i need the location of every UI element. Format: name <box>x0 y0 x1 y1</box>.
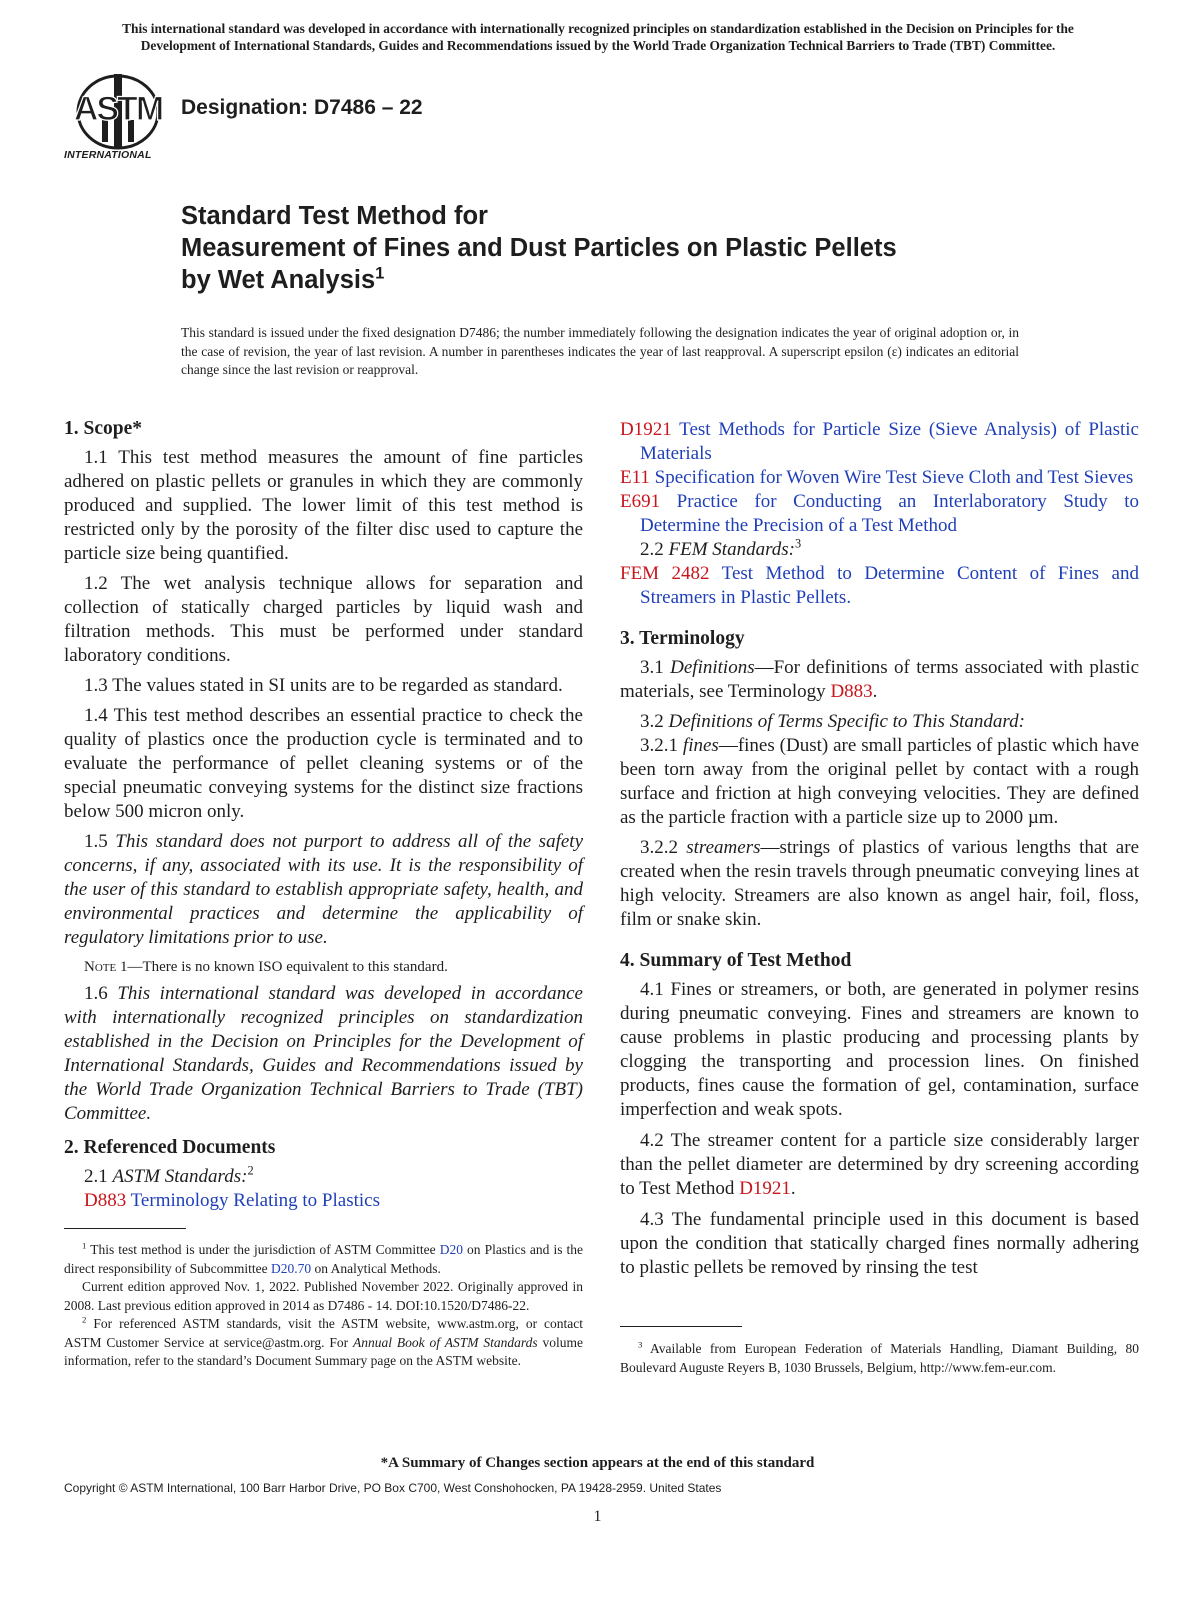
footnote-divider-right <box>620 1326 742 1327</box>
title-line3-text: by Wet Analysis <box>181 266 376 294</box>
summary-heading: 4. Summary of Test Method <box>620 950 852 971</box>
summary-of-changes-note: *A Summary of Changes section appears at the end of this standard <box>380 1455 815 1471</box>
scope-heading: 1. Scope* <box>64 418 142 439</box>
paragraph-2-1-label: ASTM Standards: <box>112 1166 248 1187</box>
title-line2: Measurement of Fines and Dust Particles on Plastic Pellets <box>181 234 897 262</box>
footnote-1-d20-link[interactable]: D20 <box>439 1242 463 1257</box>
paragraph-1-1: 1.1 This test method measures the amount of fine particles adhered on plastic pellets or granules in which they are commonly produced and supplied. The lower limit of this test method is restricted only by the porosity of the filter disc used to capture the particle size being quantified. <box>64 447 583 564</box>
paragraph-4-2-end: . <box>790 1178 796 1199</box>
reference-e11-code[interactable]: E11 <box>620 467 650 488</box>
paragraph-3-2-1-term: fines <box>682 735 719 756</box>
copyright-line: Copyright © ASTM International, 100 Barr Harbor Drive, PO Box C700, West Conshohocken, PA 19428-2959. United States <box>64 1481 722 1495</box>
footnote-1-edition: Current edition approved Nov. 1, 2022. Published November 2022. Originally approved in 2008. Last previous edition approved in 2014 as D7486 - 14. DOI:10.1520/D7486-22. <box>64 1279 583 1313</box>
footnotes-left <box>64 1241 583 1371</box>
page-number: 1 <box>593 1508 602 1525</box>
footnote-3 <box>620 1340 1139 1377</box>
title-line3 <box>181 264 897 296</box>
paragraph-1-5 <box>64 830 583 950</box>
paragraph-1-5-number: 1.5 <box>84 831 108 852</box>
footnote-1-mark: 1 <box>82 1240 87 1251</box>
reference-fem-2482-code[interactable]: FEM 2482 <box>620 563 710 584</box>
footnote-divider-left <box>64 1228 186 1229</box>
reference-e691-code[interactable]: E691 <box>620 491 661 512</box>
reference-e691[interactable] <box>620 490 1139 538</box>
paragraph-3-1-number: 3.1 <box>640 657 664 678</box>
footnote-3-ref: 3 <box>794 536 802 551</box>
paragraph-1-2: 1.2 The wet analysis technique allows for separation and collection of statically charged particles by liquid wash and filtration methods. This must be performed under standard laboratory conditions. <box>64 573 583 666</box>
footnote-1-part-b: on Plastics and is the direct responsibility of Subcommittee <box>64 1242 584 1276</box>
footnote-3-mark: 3 <box>638 1339 643 1350</box>
footnote-2-mark: 2 <box>82 1314 87 1325</box>
document-title <box>181 200 897 296</box>
footnote-2-part-a: For referenced ASTM standards, visit the ASTM website, www.astm.org, or contact ASTM Customer Service at service@astm.org. For <box>64 1316 584 1350</box>
footnote-1-d2070-link[interactable]: D20.70 <box>270 1260 312 1276</box>
paragraph-3-1-term: Definitions <box>670 657 755 678</box>
paragraph-3-1 <box>620 656 1139 704</box>
paragraph-1-3: 1.3 The values stated in SI units are to be regarded as standard. <box>84 675 563 696</box>
reference-e691-title[interactable]: Practice for Conducting an Interlaboratory Study to Determine the Precision of a Test Method <box>640 491 1139 536</box>
footnote-2-ref: 2 <box>247 1163 254 1178</box>
note-1-label: Note <box>84 959 117 975</box>
footnote-2-part-b: volume information, refer to the standard’s Document Summary page on the ASTM website. <box>64 1334 584 1368</box>
paragraph-2-1-number: 2.1 <box>84 1166 108 1187</box>
paragraph-4-2-ref-d1921[interactable]: D1921 <box>739 1178 791 1199</box>
paragraph-1-4: 1.4 This test method describes an essential practice to check the quality of plastics once the production cycle is terminated and to evaluate the performance of pellet cleaning systems or of the special pneumatic conveying systems for the distinct size fractions below 500 micron only. <box>64 705 583 822</box>
reference-d883[interactable] <box>64 1189 583 1213</box>
paragraph-3-2-label: Definitions of Terms Specific to This Standard: <box>668 711 1025 732</box>
footnote-1-part-a: This test method is under the jurisdiction of ASTM Committee <box>90 1242 436 1257</box>
paragraph-2-1 <box>64 1165 583 1189</box>
terminology-heading: 3. Terminology <box>620 628 745 649</box>
reference-d1921-title[interactable]: Test Methods for Particle Size (Sieve Analysis) of Plastic Materials <box>640 419 1139 464</box>
footnote-1 <box>64 1241 583 1278</box>
tbt-notice <box>58 20 1138 54</box>
paragraph-4-2-text: 4.2 The streamer content for a particle size considerably larger than the pellet diameter are determined by dry screening according to Test Method <box>620 1130 1139 1199</box>
logo-caption: INTERNATIONAL <box>64 149 152 161</box>
paragraph-3-1-text: —For definitions of terms associated with plastic materials, see Terminology <box>620 657 1140 702</box>
footnote-2 <box>64 1315 583 1371</box>
footnote-1-part-c: on Analytical Methods. <box>314 1260 441 1276</box>
paragraph-4-3: 4.3 The fundamental principle used in this document is based upon the condition that statically charged fines normally adhering to plastic pellets be removed by rinsing the test <box>620 1209 1139 1278</box>
paragraph-3-2-2-text: —strings of plastics of various lengths that are created when the resin travels through pneumatic conveying lines at high velocity. Streamers are also known as angel hair, foil, floss, film or snake skin. <box>620 837 1140 930</box>
issuance-note: This standard is issued under the fixed designation D7486; the number immediately following the designation indicates the year of original adoption or, in the case of revision, the year of last revision. A number in parentheses indicates the year of last reapproval. A superscript epsilon (ε) indicates an editorial change since the last revision or reapproval. <box>181 325 1019 377</box>
paragraph-1-5-text: This standard does not purport to address all of the safety concerns, if any, associated with its use. It is the responsibility of the user of this standard to establish appropriate safety, health, and environmental practices and determine the applicability of regulatory limitations prior to use. <box>64 831 583 948</box>
note-1 <box>64 957 583 977</box>
reference-d1921-code[interactable]: D1921 <box>620 419 672 440</box>
title-line1: Standard Test Method for <box>181 202 488 230</box>
paragraph-1-6-number: 1.6 <box>84 983 108 1004</box>
paragraph-3-2-2-number: 3.2.2 <box>640 837 678 858</box>
paragraph-3-2-1 <box>620 734 1139 830</box>
paragraph-3-2 <box>620 710 1139 734</box>
designation: Designation: D7486 – 22 <box>181 96 423 119</box>
reference-d883-title[interactable]: Terminology Relating to Plastics <box>130 1190 380 1211</box>
paragraph-1-6-text: This international standard was developed in accordance with internationally recognized principles on standardization established in the Decision on Principles for the Development of International Standards, Guides and Recommendations issued by the World Trade Organization Technical Barriers to Trade (TBT) Committee. <box>64 983 583 1124</box>
astm-logo <box>62 70 174 165</box>
paragraph-2-2 <box>620 538 1139 562</box>
reference-fem-2482-title[interactable]: Test Method to Determine Content of Fines and Streamers in Plastic Pellets. <box>640 563 1139 608</box>
footnote-2-book: Annual Book of ASTM Standards <box>353 1334 538 1350</box>
paragraph-3-2-1-number: 3.2.1 <box>640 735 678 756</box>
reference-e11-title[interactable]: Specification for Woven Wire Test Sieve Cloth and Test Sieves <box>654 467 1134 488</box>
paragraph-3-2-2-term: streamers <box>686 837 761 858</box>
footnote-3-text: Available from European Federation of Materials Handling, Diamant Building, 80 Boulevard Auguste Reyers B, 1030 Brussels, Belgium, http://www.fem-eur.com. <box>620 1341 1139 1375</box>
reference-d1921[interactable] <box>620 418 1139 466</box>
left-column <box>64 418 583 1213</box>
paragraph-4-2 <box>620 1129 1139 1201</box>
paragraph-3-2-2 <box>620 836 1139 932</box>
paragraph-3-1-end: . <box>872 681 878 702</box>
referenced-documents-heading: 2. Referenced Documents <box>64 1137 276 1158</box>
paragraph-2-2-number: 2.2 <box>640 539 664 560</box>
note-1-text: 1—There is no known ISO equivalent to this standard. <box>119 959 448 975</box>
tbt-notice-line2: Development of International Standards, Guides and Recommendations issued by the World Trade Organization Technical Barriers to Trade (TBT) Committee. <box>140 38 1056 53</box>
logo-wordmark: ASTM <box>73 90 163 128</box>
footnotes-right <box>620 1340 1139 1377</box>
reference-e11[interactable] <box>620 466 1139 490</box>
paragraph-3-2-number: 3.2 <box>640 711 664 732</box>
paragraph-4-1: 4.1 Fines or streamers, or both, are generated in polymer resins during pneumatic conveying. Fines and streamers are known to cause problems in plastic producing and processing plants by clogging the transporting and procession lines. On finished products, fines cause the formation of gel, contamination, surface imperfection and weak spots. <box>620 979 1139 1120</box>
reference-d883-code[interactable]: D883 <box>84 1190 127 1211</box>
tbt-notice-line1: This international standard was developed in accordance with internationally recognized principles on standardization established in the Decision on Principles for the <box>122 21 1074 36</box>
paragraph-3-1-ref-d883[interactable]: D883 <box>830 681 873 702</box>
right-column <box>620 418 1139 1280</box>
paragraph-2-2-label: FEM Standards: <box>668 539 795 560</box>
paragraph-1-6 <box>64 982 583 1126</box>
title-footnote-mark: 1 <box>375 263 385 283</box>
paragraph-3-2-1-text: —fines (Dust) are small particles of plastic which have been torn away from the original pellet by contact with a rough surface and friction at high conveying velocities. They are defined as the particle fraction with a particle size up to 2000 µm. <box>620 735 1140 828</box>
reference-fem-2482[interactable] <box>620 562 1139 610</box>
